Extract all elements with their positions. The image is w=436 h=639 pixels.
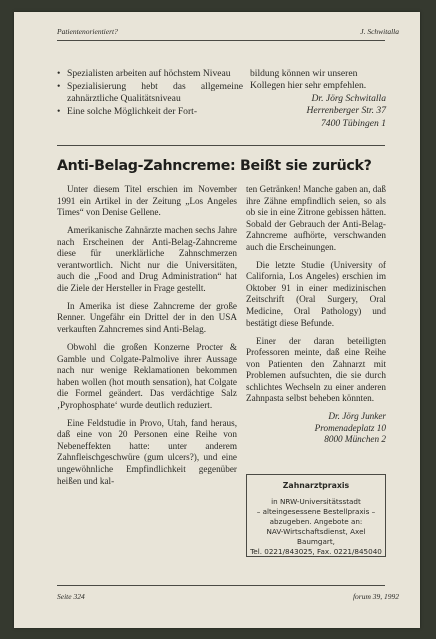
article-author: Dr. Jörg Junker: [328, 411, 386, 422]
paragraph: Obwohl die großen Konzerne Procter & Gamble und Colgate-Palmolive ihrer Aussage nach nur wenige Reklamationen bekommen haben wollen (hot mouth sensation), hat Colgate die Formel geändert. Das verdächtige Salz ‚Pyrophosphate‘ wurde deutlich reduziert.: [57, 342, 237, 410]
list-item: • Spezialisten arbeiten auf höchstem Niveau: [57, 68, 231, 79]
paragraph: Eine Feldstudie in Provo, Utah, fand heraus, daß eine von 20 Personen eine Reihe von Nebeneffekten hatte: unter anderem Zahnfleischgeschwüre (gum ulcers?), und eine ungewöhnliche Empfindlichkeit gegenüber heißen und kal-: [57, 417, 237, 486]
letter-city: 7400 Tübingen 1: [320, 117, 386, 129]
header-rule: [57, 40, 385, 41]
bullet-icon: •: [57, 80, 61, 92]
ad-line: abzugeben. Angebote an:: [269, 517, 363, 526]
article-city: 8000 München 2: [324, 434, 386, 445]
article-headline: Anti-Belag-Zahncreme: Beißt sie zurück?: [57, 158, 372, 174]
letter-author: Dr. Jörg Schwitalla: [311, 92, 386, 104]
page-number: Seite 324: [57, 592, 85, 601]
paragraph: Unter diesem Titel erschien im November 1991 ein Artikel in der Zeitung „Los Angeles Times“ von Denise Gellene.: [57, 184, 237, 218]
running-header-right: J. Schwitalla: [360, 27, 399, 36]
ad-line: Tel. 0221/843025, Fax. 0221/845040: [250, 547, 382, 556]
ad-line: in NRW-Universitätsstadt: [271, 497, 361, 506]
previous-letter-ending: [250, 68, 386, 130]
article-street: Promenadeplatz 10: [314, 422, 386, 433]
paragraph: ten Getränken! Manche gaben an, daß ihre Zähne empfindlich seien, so als ob sie in eine Zitrone gebissen hätten. Sobald der Gebrauch der Anti-Belag-Zahncreme aufhörte, verschwanden auch die Erscheinungen.: [246, 184, 386, 252]
bullet-icon: •: [57, 68, 61, 79]
benefits-list: [57, 68, 243, 119]
article-column-left: [57, 184, 237, 494]
list-item: • Eine solche Möglichkeit der Fort-: [57, 106, 198, 118]
paragraph: Die letzte Studie (University of California, Los Angeles) erschien im Oktober 91 in einer medizinischen Zeitschrift (Oral Surgery, Oral Medicine, Oral Pathology) und bestätigt diese Befunde.: [246, 259, 386, 328]
issue-info: forum 39, 1992: [352, 592, 399, 601]
letter-text: bildung können wir unseren Kollegen hier sehr empfehlen.: [250, 68, 367, 92]
footer-rule: [57, 585, 385, 586]
classified-ad-box: [246, 474, 386, 557]
article-column-right: [246, 184, 386, 446]
paragraph: In Amerika ist diese Zahncreme der große Renner. Ungefähr ein Drittel der in den USA verkauften Zahncremes sind Anti-Belag.: [57, 300, 237, 335]
bullet-icon: •: [57, 106, 61, 118]
ad-line: NAV-Wirtschaftsdienst, Axel Baumgart,: [266, 527, 366, 546]
ad-line: – alteingesessene Bestellpraxis –: [256, 507, 376, 516]
paragraph: Einer der daran beteiligten Professoren meinte, daß eine Reihe von Patienten den Zahnarzt mit Problemen aufsuchten, die sie durch schlichtes Wechseln zu einer anderen Zahnpasta selbst beheben könnten.: [246, 335, 386, 404]
running-header-left: Patientenorientiert?: [57, 27, 118, 36]
paragraph: Amerikanische Zahnärzte machen sechs Jahre nach Erscheinen der Anti-Belag-Zahncreme diese für unerklärliche Zahnschmerzen verantwortlich. Nicht nur die Universitäten, auch die „Food and Drug Administration“ hat die Ziele der Hersteller in Frage gestellt.: [57, 225, 237, 293]
list-item: • Spezialisierung hebt das allgemeine zahnärztliche Qualitätsniveau: [57, 80, 243, 105]
ad-title: Zahnarztpraxis: [282, 481, 350, 490]
letter-street: Herrenberger Str. 37: [306, 105, 386, 117]
section-divider: [57, 145, 385, 146]
